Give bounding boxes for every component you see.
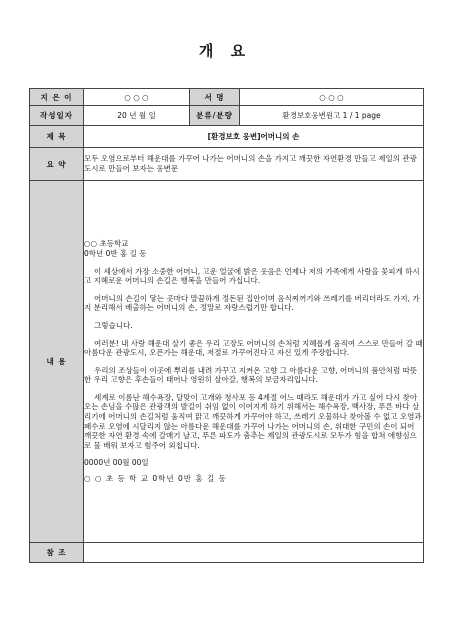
summary-value: 모두 오염으로부터 해운대를 가꾸어 나가는 어머니의 손을 가지고 깨끗한 자연환경 만들고 제일의 관광도시로 만들어 보자는 웅변문 [84, 148, 424, 181]
content-date: 0000년 00월 00일 [84, 458, 149, 468]
reference-label: 참 조 [30, 543, 84, 563]
content-body [84, 181, 424, 543]
content-paragraph: 여러분! 내 사랑 해운대 살기 좋은 우리 고장도 어머니의 손처럼 지혜롭게 움직여 스스로 만들어 갈 때 아름다운 관광도시, 오픈가는 해운대, 저절로 가꾸어진다고 자신 있게 주장합니다. [84, 338, 423, 358]
reference-value [84, 543, 424, 563]
page-title: 개 요 [198, 42, 252, 60]
date-label: 작성일자 [30, 106, 84, 126]
student-name: 0학년 0반 홍 길 동 [84, 248, 147, 258]
subject-label: 제 목 [30, 126, 84, 148]
date-value: 20 년 월 일 [84, 106, 190, 126]
summary-label: 요 약 [30, 148, 84, 181]
content-paragraph: 우리의 조상들이 이곳에 뿌리를 내려 가꾸고 지켜온 고향 그 아름다운 고향, 어머니의 품안처럼 따뜻한 우리 고향은 후손들이 태어나 영원히 살아갈, 행복의 보금자리입니다. [84, 365, 418, 385]
subject-value: [환경보호 웅변]어머니의 손 [84, 126, 424, 148]
content-paragraph: 어머니의 손길이 닿는 곳마다 말끔하게 정돈된 집안이며 음식찌꺼기와 쓰레기를 버리더라도 가지, 가지 분리해서 배출하는 어머니의 손, 정말로 자랑스럽기만 합니다. [84, 293, 420, 313]
category-value: 환경보호웅변원고 1 / 1 page [240, 106, 424, 126]
signature: ○ ○ 초 등 학 교 0학년 0반 홍 길 동 [84, 474, 227, 484]
content-label: 내 용 [30, 181, 84, 543]
school-name: ○○ 초등학교 [84, 239, 129, 249]
category-label: 분류/분량 [190, 106, 240, 126]
content-paragraph: 그렇습니다. [94, 320, 133, 330]
overview-form [29, 88, 424, 563]
name-label: 서 명 [190, 89, 240, 106]
author-value: ○ ○ ○ [84, 89, 190, 106]
content-paragraph: 세계로 이름난 해수욕장, 달맞이 고개와 청사포 등 4계절 어느 때라도 해운대가 가고 싶어 다시 찾아오는 손님을 수많은 관광객의 발길이 쉬임 없이 이어지게 하기 위해서는 해수욕장, 백사장, 푸른 바다 살리기에 어머니의 손길처럼 움직여 맑고 깨끗하게 가꾸어야 하고, 쓰레기 오물하나 찾아볼 수 없고 오염과 폐수로 오염에 시달리지 않는 아름다운 해운대를 가꾸어 나가는 어머니의 손, 위대한 구민의 손이 되어 깨끗한 자연 환경 속에 갈매기 날고, 푸른 파도가 춤추는 제일의 관광도시로 모두가 힘을 합쳐 애향심으로 물 배워 보자고 힘주어 외칩니다. [84, 392, 422, 450]
content-paragraph: 이 세상에서 가장 소중한 어머니, 고운 얼굴에 밝은 웃음은 언제나 저의 가족에게 사랑을 꽃피게 하시고 지혜로운 어머니의 손길은 행복을 만들어 가십니다. [84, 266, 420, 286]
author-label: 지 은 이 [30, 89, 84, 106]
name-value: ○ ○ ○ [240, 89, 424, 106]
